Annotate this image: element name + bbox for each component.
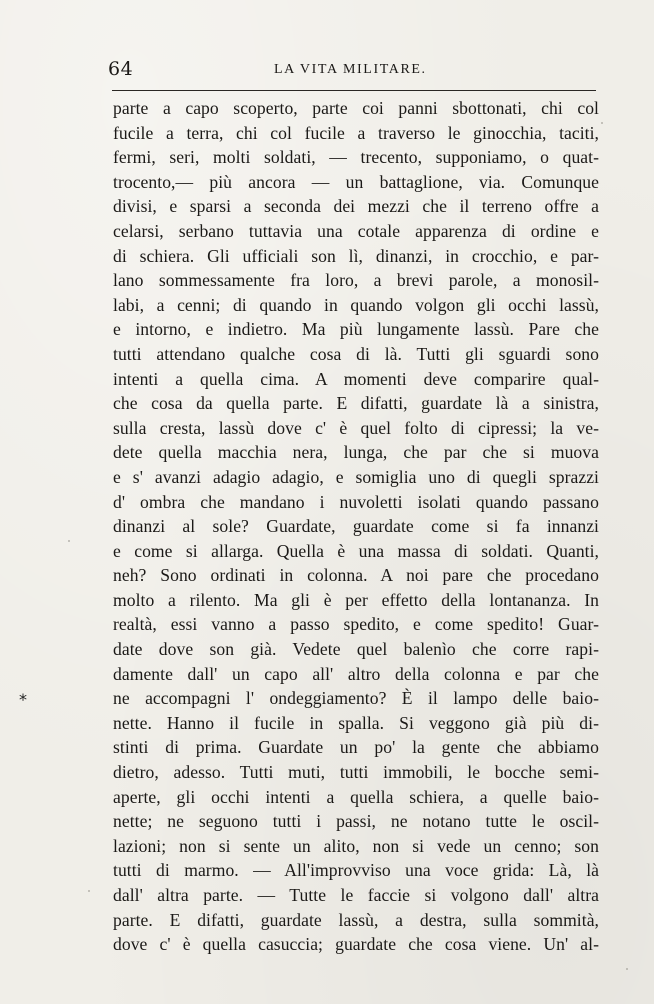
text-line: divisi, e sparsi a seconda dei mezzi che il terreno offre a (113, 196, 599, 217)
text-line: parte. E difatti, guardate lassù, a destra, sulla sommità, (113, 909, 599, 930)
text-line: nette. Hanno il fucile in spalla. Si veggono già più di- (113, 712, 599, 733)
header-rule (112, 90, 596, 91)
text-line: tutti attendano qualche cosa di là. Tutti gli sguardi sono (113, 343, 599, 364)
text-line: molto a rilento. Ma gli è per effetto della lontananza. In (113, 589, 599, 610)
paper-speck (601, 122, 603, 124)
text-line: tutti di marmo. — All'improvviso una voce grida: Là, là (113, 860, 599, 881)
text-line: celarsi, serbano tuttavia una cotale apparenza di ordine e (113, 220, 599, 241)
running-title: LA VITA MILITARE. (274, 62, 427, 77)
body-text (113, 96, 599, 957)
paper-speck (68, 540, 70, 542)
paper-speck (88, 890, 90, 892)
text-line: dinanzi al sole? Guardate, guardate come si fa innanzi (113, 516, 599, 537)
text-line: realtà, essi vanno a passo spedito, e come spedito! Guar- (113, 614, 599, 635)
text-line: dete quella macchia nera, lunga, che par che si muova (113, 442, 599, 463)
text-line: nette; ne seguono tutti i passi, ne notano tutte le oscil- (113, 811, 599, 832)
margin-mark: * (19, 690, 27, 709)
text-line: lano sommessamente fra loro, a brevi parole, a monosil- (113, 270, 599, 291)
text-line: stinti di prima. Guardate un po' la gente che abbiamo (113, 737, 599, 758)
text-line: fucile a terra, chi col fucile a traverso le ginocchia, taciti, (113, 122, 599, 143)
text-line: sulla cresta, lassù dove c' è quel folto di cipressi; la ve- (113, 417, 599, 438)
paper-speck (626, 968, 628, 970)
text-line: intenti a quella cima. A momenti deve comparire qual- (113, 368, 599, 389)
text-line: dietro, adesso. Tutti muti, tutti immobili, le bocche semi- (113, 762, 599, 783)
text-line: dove c' è quella casuccia; guardate che cosa viene. Un' al- (113, 934, 599, 955)
text-line: labi, a cenni; di quando in quando volgon gli occhi lassù, (113, 294, 599, 315)
text-line: damente dall' un capo all' altro della colonna e par che (113, 663, 599, 684)
text-line: neh? Sono ordinati in colonna. A noi pare che procedano (113, 565, 599, 586)
text-line: aperte, gli occhi intenti a quella schiera, a quelle baio- (113, 786, 599, 807)
text-line: date dove son già. Vedete quel balenìo che corre rapi- (113, 639, 599, 660)
text-line: parte a capo scoperto, parte coi panni sbottonati, chi col (113, 98, 599, 118)
text-line: lazioni; non si sente un alito, non si vede un cenno; son (113, 835, 599, 856)
text-line: d' ombra che mandano i nuvoletti isolati quando passano (113, 491, 599, 512)
text-line: ne accompagni l' ondeggiamento? È il lampo delle baio- (113, 688, 599, 709)
page-number: 64 (108, 58, 134, 80)
text-line: e s' avanzi adagio adagio, e somiglia uno di quegli sprazzi (113, 466, 599, 487)
page-header (108, 58, 598, 86)
text-line: che cosa da quella parte. E difatti, guardate là a sinistra, (113, 393, 599, 414)
text-line: e intorno, e indietro. Ma più lungamente lassù. Pare che (113, 319, 599, 340)
text-line: fermi, seri, molti soldati, — trecento, supponiamo, o quat- (113, 147, 599, 168)
text-line: dall' altra parte. — Tutte le faccie si volgono dall' altra (113, 885, 599, 905)
text-line: di schiera. Gli ufficiali son lì, dinanzi, in crocchio, e par- (113, 245, 599, 266)
text-line: e come si allarga. Quella è una massa di soldati. Quanti, (113, 540, 599, 561)
text-line: trocento,— più ancora — un battaglione, via. Comunque (113, 171, 599, 192)
